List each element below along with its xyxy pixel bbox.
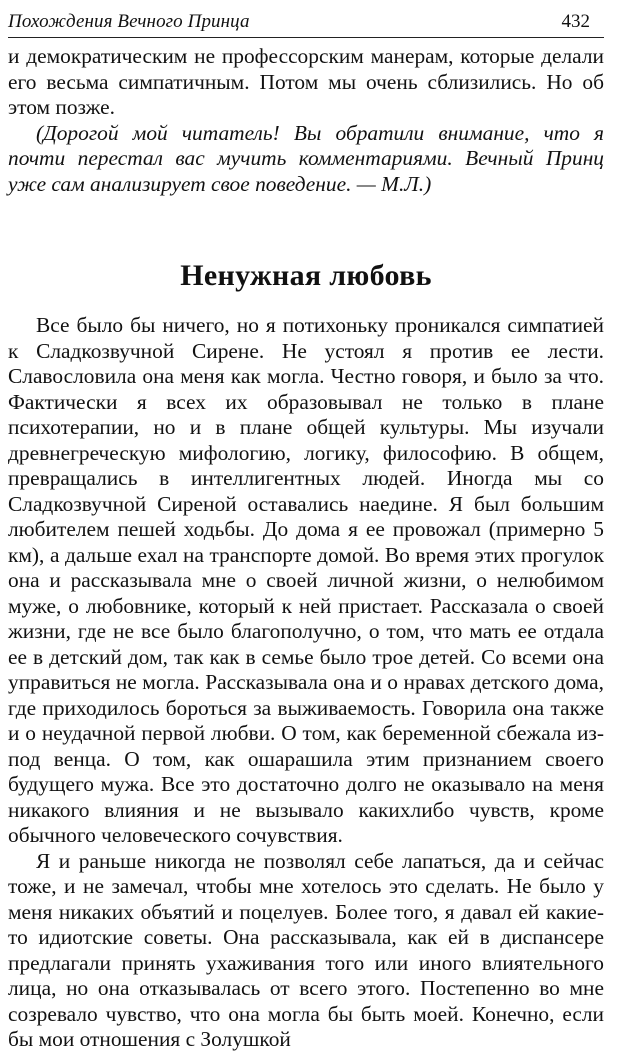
running-header — [8, 0, 604, 38]
opening-paragraph: и демократическим не профессорским манерам, которые делали его весьма симпатичным. Потом мы очень сблизились. Но об этом позже. — [8, 44, 604, 119]
body-text — [8, 44, 604, 1053]
page-number: 432 — [561, 11, 590, 32]
editor-note: (Дорогой мой читатель! Вы обратили внимание, что я почти перестал вас мучить комментариями. Вечный Принц уже сам анализирует свое поведение. — М.Л.) — [8, 120, 604, 196]
paragraph: Все было бы ничего, но я потихоньку проникался симпатией к Сладкозвучной Сирене. Не устоял я против ее лести. Славословила она меня как могла. Честно говоря, и было за что. Фактически я всех их образовывал не только в плане психотерапии, но и в плане общей культуры. Мы изучали древнегреческую мифологию, логику, философию. В общем, превращались в интеллигентных людей. Иногда мы со Сладкозвучной Сиреной оставались наедине. Я был большим любителем пешей ходьбы. До дома я ее провожал (примерно 5 км), а дальше ехал на транспорте домой. Во время этих прогулок она и рассказывала мне о своей личной жизни, о нелюбимом муже, о любовнике, который к ней пристает. Рассказала о своей жизни, где не все было благополучно, о том, что мать ее отдала ее в детский дом, так как в семье было трое детей. Со всеми она управиться не могла. Рассказывала она и о нравах детского дома, где приходилось бороться за выживаемость. Говорила она также и о неудачной первой любви. О том, как беременной сбежала из-под венца. О том, как ошарашила этим признанием своего будущего мужа. Все это достаточно долго не оказывало на меня никакого влияния и не вызывало какихлибо чувств, кроме обычного человеческого сочувствия. — [8, 313, 604, 847]
running-title: Похождения Вечного Принца — [8, 11, 250, 32]
section-title: Ненужная любовь — [180, 259, 432, 292]
paragraph: Я и раньше никогда не позволял себе лапаться, да и сейчас тоже, и не замечал, чтобы мне хотелось это сделать. Не было у меня никаких объятий и поцелуев. Более того, я давал ей какие-то идиотские советы. Она рассказывала, как ей в диспансере предлагали принять ухаживания того или иного влиятельного лица, но она отказывалась от всего этого. Постепенно во мне созревало чувство, что она могла бы быть моей. Конечно, если бы мои отношения с Золушкой — [8, 848, 604, 1051]
